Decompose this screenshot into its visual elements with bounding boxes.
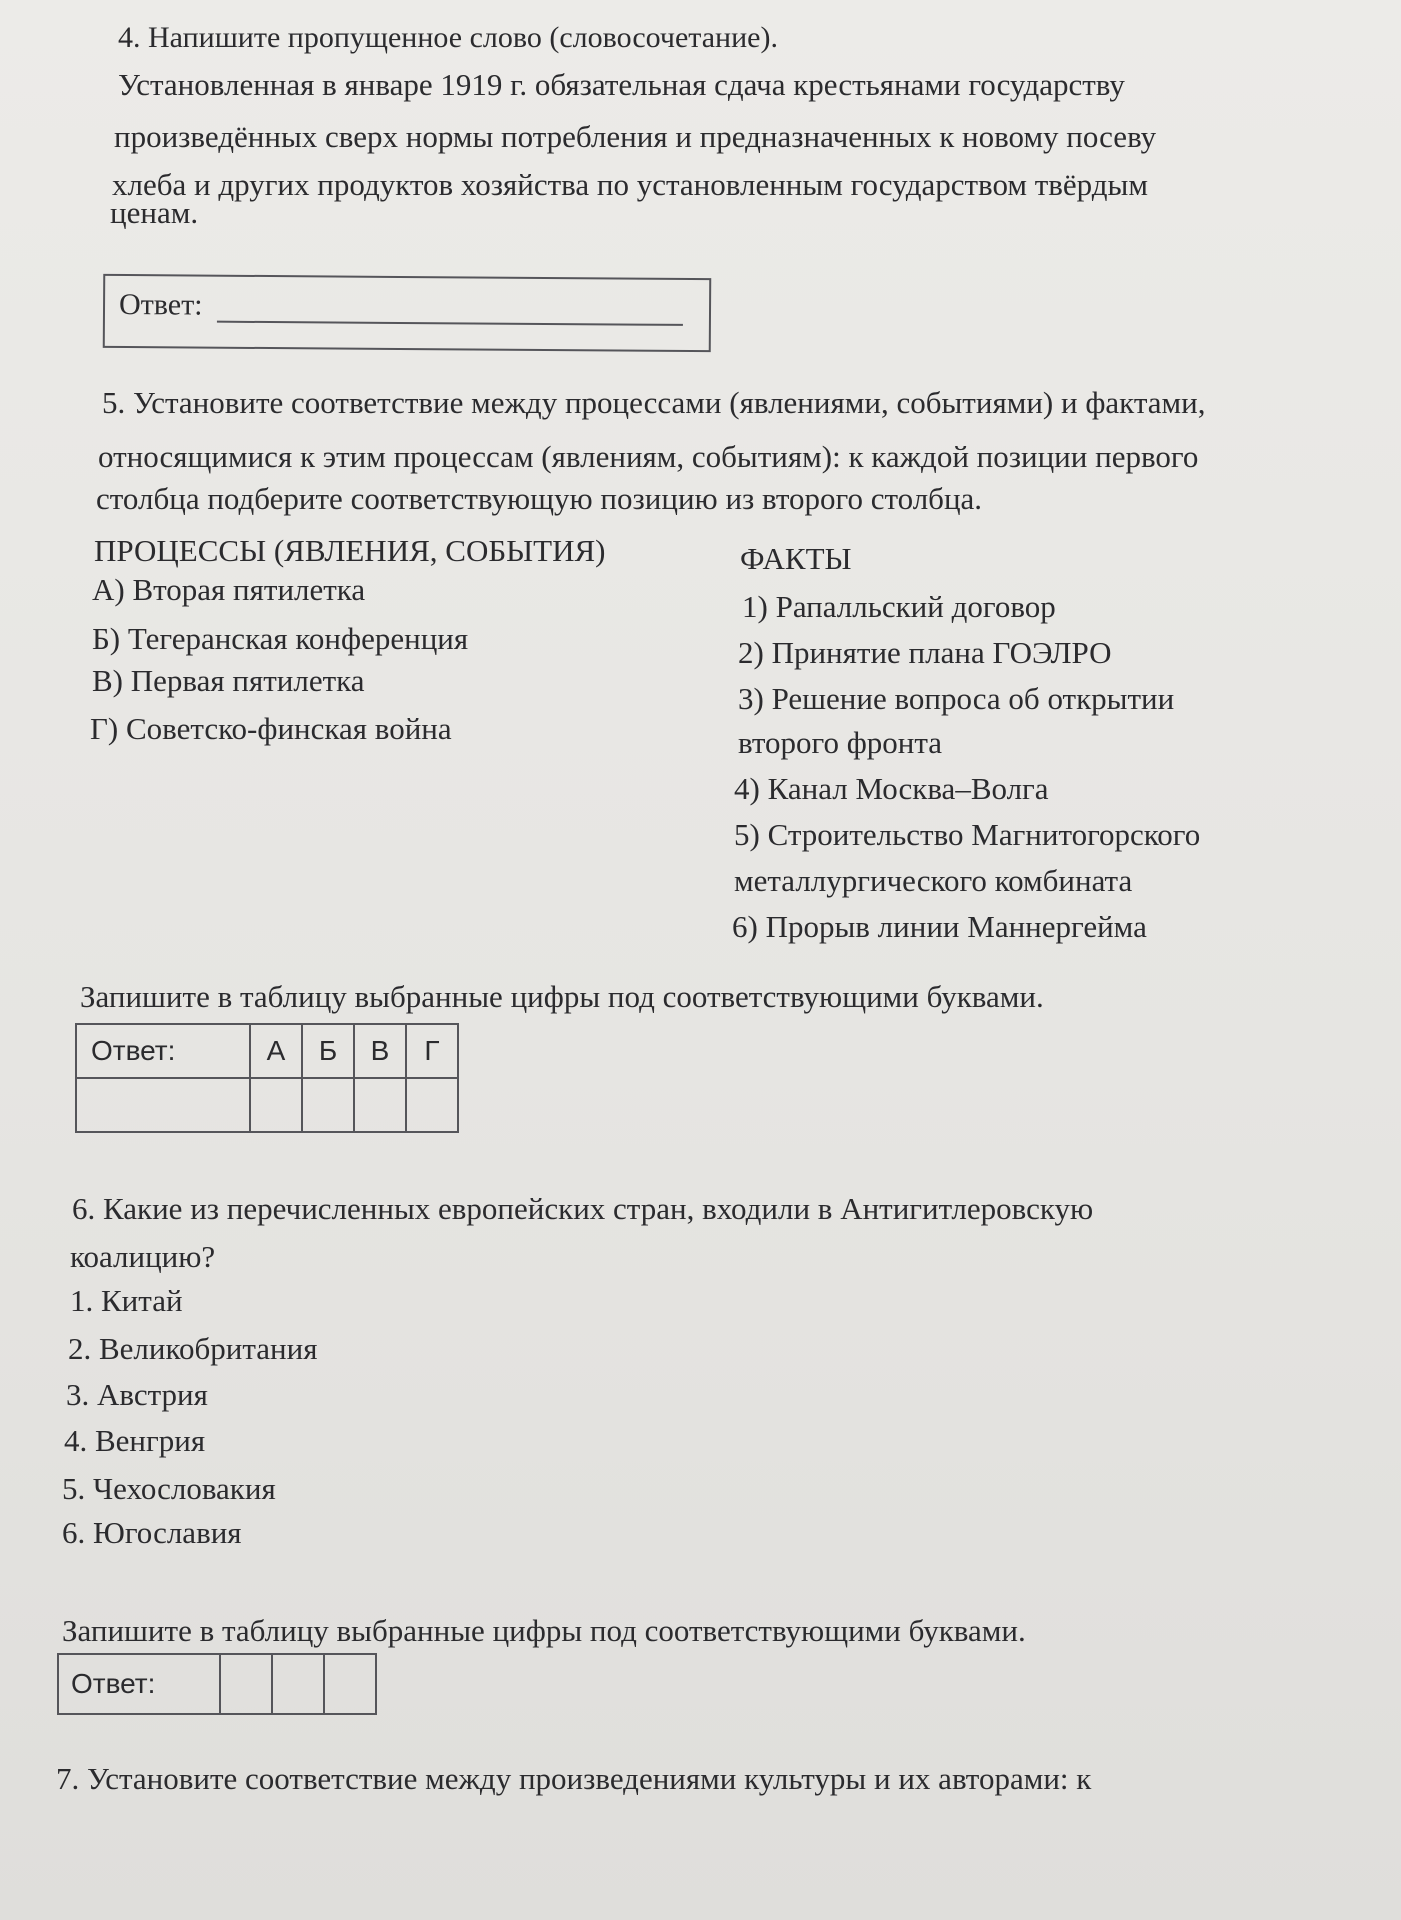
q4-text-line: ценам. [110, 195, 199, 230]
q6-answer-row [58, 1654, 376, 1714]
q5-answer-cell-v[interactable] [354, 1078, 406, 1132]
q5-right-header: ФАКТЫ [740, 541, 852, 576]
q5-header-a: А [250, 1024, 302, 1078]
q6-option: 1. Китай [70, 1283, 183, 1318]
q5-fact: 1) Рапалльский договор [742, 589, 1056, 624]
q5-answer-input-row [76, 1078, 458, 1132]
q5-fact: 4) Канал Москва–Волга [734, 771, 1049, 806]
q5-left-item: А) Вторая пятилетка [92, 572, 366, 607]
q5-header-v: В [354, 1024, 406, 1078]
q4-answer-box[interactable] [103, 274, 712, 352]
q5-text-line: относящимися к этим процессам (явлениям, событиям): к каждой позиции первого [98, 439, 1199, 474]
q5-fact: 6) Прорыв линии Маннергейма [732, 909, 1147, 944]
q5-fact: 3) Решение вопроса об открытии [738, 681, 1175, 716]
q5-text-line: столбца подберите соответствующую позицию из второго столбца. [96, 481, 983, 516]
q6-option: 5. Чехословакия [62, 1471, 276, 1506]
q5-header-b: Б [302, 1024, 354, 1078]
q6-answer-label: Ответ: [58, 1654, 220, 1714]
q4-text-line: хлеба и других продуктов хозяйства по установленным государством твёрдым [112, 167, 1148, 202]
q5-fact: 2) Принятие плана ГОЭЛРО [738, 635, 1112, 670]
q6-option: 2. Великобритания [68, 1331, 318, 1366]
q5-answer-blank-label-cell [76, 1078, 250, 1132]
q6-text-line: 6. Какие из перечисленных европейских стран, входили в Антигитлеровскую [72, 1191, 1094, 1226]
q5-instruction: Запишите в таблицу выбранные цифры под соответствующими буквами. [80, 979, 1044, 1014]
q6-answer-cell-1[interactable] [220, 1654, 272, 1714]
q5-left-item: В) Первая пятилетка [92, 663, 365, 698]
q5-left-header: ПРОЦЕССЫ (ЯВЛЕНИЯ, СОБЫТИЯ) [94, 533, 606, 568]
q5-answer-cell-g[interactable] [406, 1078, 458, 1132]
q5-left-item: Б) Тегеранская конференция [92, 621, 469, 656]
q5-text-line: 5. Установите соответствие между процессами (явлениями, событиями) и фактами, [102, 385, 1206, 420]
q7-text: 7. Установите соответствие между произведениями культуры и их авторами: к [56, 1761, 1092, 1796]
q6-answer-cell-3[interactable] [324, 1654, 376, 1714]
q6-text-line: коалицию? [70, 1239, 216, 1274]
q4-answer-label: Ответ: [118, 287, 203, 322]
q5-answer-cell-a[interactable] [250, 1078, 302, 1132]
q5-fact: 5) Строительство Магнитогорского [734, 817, 1201, 852]
q6-answer-cell-2[interactable] [272, 1654, 324, 1714]
q6-instruction: Запишите в таблицу выбранные цифры под соответствующими буквами. [62, 1613, 1026, 1648]
q4-title: 4. Напишите пропущенное слово (словосочетание). [118, 21, 778, 54]
q5-left-item: Г) Советско-финская война [90, 711, 452, 746]
q6-answer-table [57, 1653, 377, 1715]
q5-fact: металлургического комбината [734, 863, 1133, 898]
q4-text-line: Установленная в январе 1919 г. обязательная сдача крестьянами государству [118, 67, 1125, 102]
q6-option: 6. Югославия [62, 1515, 242, 1550]
q5-answer-label: Ответ: [76, 1024, 250, 1078]
q5-header-g: Г [406, 1024, 458, 1078]
q5-answer-table [75, 1023, 459, 1133]
q5-answer-cell-b[interactable] [302, 1078, 354, 1132]
q5-fact: второго фронта [738, 725, 943, 760]
q6-option: 4. Венгрия [64, 1423, 206, 1458]
q4-text-line: произведённых сверх нормы потребления и предназначенных к новому посеву [114, 119, 1157, 154]
q4-answer-line[interactable] [217, 321, 683, 326]
q6-option: 3. Австрия [66, 1377, 208, 1412]
q5-answer-header-row [76, 1024, 458, 1078]
